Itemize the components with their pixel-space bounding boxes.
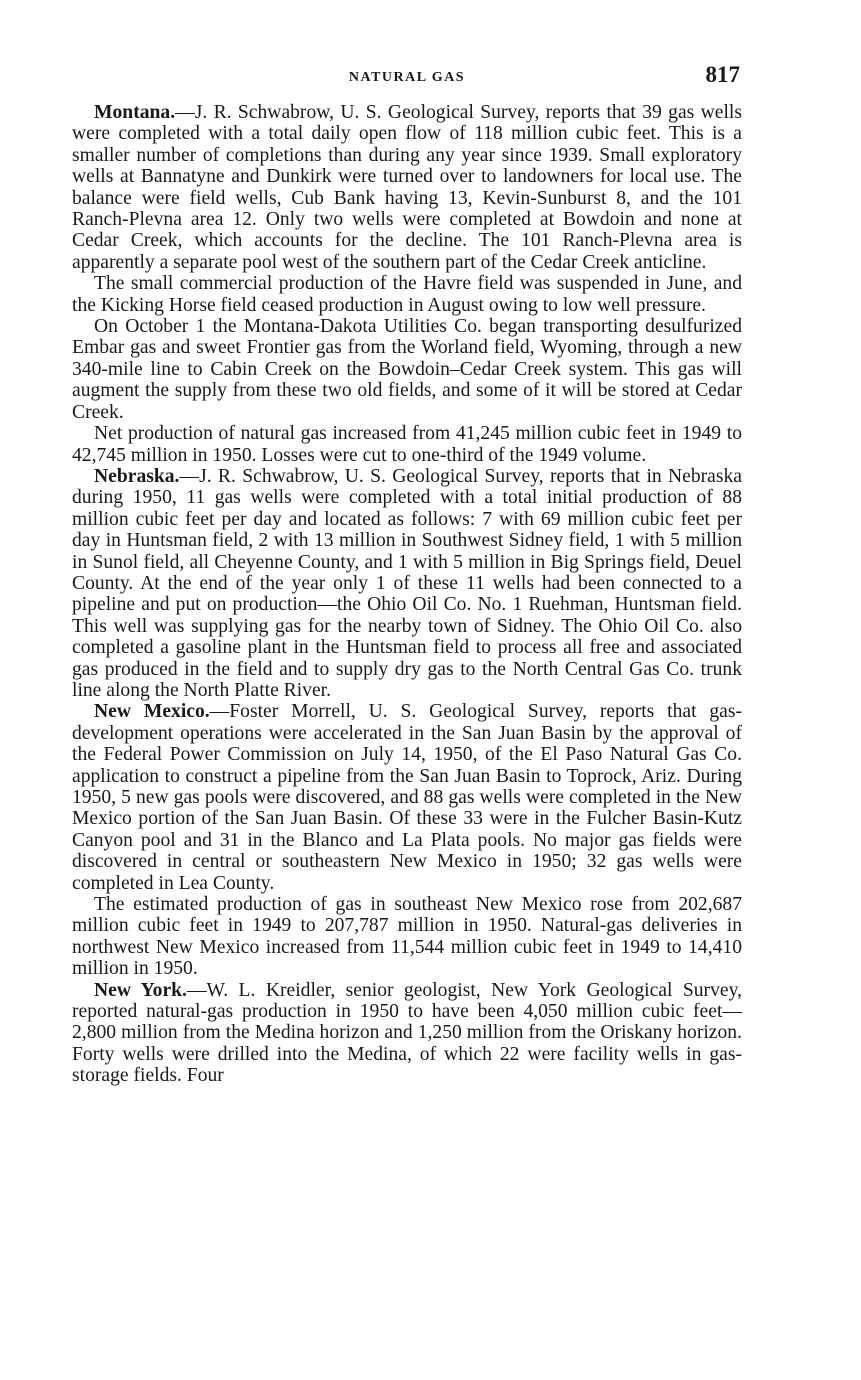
paragraph-montana: [72, 102, 742, 273]
paragraph-text: —Foster Morrell, U. S. Geological Survey, reports that gas-development operations were accelerated in the San Juan Basin by the approval of the Federal Power Commission on July 14, 1950, of the El Paso Natural Gas Co. application to construct a pipeline from the San Juan Basin to Toprock, Ariz. During 1950, 5 new gas pools were discovered, and 88 gas wells were completed in the New Mexico portion of the San Juan Basin. Of these 33 were in the Fulcher Basin-Kutz Canyon pool and 31 in the Blanco and La Plata pools. No major gas fields were discovered in central or southeastern New Mexico in 1950; 32 gas wells were completed in Lea County.: [72, 701, 742, 894]
paragraph-havre: [72, 273, 742, 316]
state-heading-new-york: New York.: [94, 979, 187, 1001]
state-heading-nebraska: Nebraska.: [94, 465, 180, 487]
running-title: NATURAL GAS: [348, 70, 466, 85]
page-number: 817: [705, 62, 740, 87]
paragraph-net-production: [72, 423, 742, 466]
paragraph-text: The estimated production of gas in southeast New Mexico rose from 202,687 million cubic feet in 1949 to 207,787 million in 1950. Natural-gas deliveries in northwest New Mexico increased from 11,544 million cubic feet in 1949 to 14,410 million in 1950.: [72, 894, 742, 980]
state-heading-montana: Montana.: [94, 102, 176, 123]
document-page: [72, 62, 742, 1087]
paragraph-text: Net production of natural gas increased from 41,245 million cubic feet in 1949 to 42,745 million in 1950. Losses were cut to one-third of the 1949 volume.: [72, 423, 742, 466]
paragraph-montana-dakota: [72, 316, 742, 423]
state-heading-new-mexico: New Mexico.: [94, 701, 210, 723]
paragraph-text: On October 1 the Montana-Dakota Utilities Co. began transporting desulfurized Embar gas and sweet Frontier gas from the Worland field, Wyoming, through a new 340-mile line to Cabin Creek on the Bowdoin–Cedar Creek system. This gas will augment the supply from these two old fields, and some of it will be stored at Cedar Creek.: [72, 316, 742, 423]
paragraph-text: —J. R. Schwabrow, U. S. Geological Survey, reports that 39 gas wells were completed with a total daily open flow of 118 million cubic feet. This is a smaller number of completions than during any year since 1939. Small exploratory wells at Bannatyne and Dunkirk were turned over to landowners for local use. The balance were field wells, Cub Bank having 13, Kevin-Sunburst 8, and the 101 Ranch-Plevna area 12. Only two wells were completed at Bowdoin and none at Cedar Creek, which accounts for the decline. The 101 Ranch-Plevna area is apparently a separate pool west of the southern part of the Cedar Creek anticline.: [72, 102, 742, 273]
paragraph-text: The small commercial production of the Havre field was suspended in June, and the Kicking Horse field ceased production in August owing to low well pressure.: [72, 273, 742, 316]
paragraph-new-york: [72, 980, 742, 1087]
paragraph-text: —W. L. Kreidler, senior geologist, New York Geological Survey, reported natural-gas production in 1950 to have been 4,050 million cubic feet—2,800 million from the Medina horizon and 1,250 million from the Oriskany horizon. Forty wells were drilled into the Medina, of which 22 were facility wells in gas-storage fields. Four: [72, 979, 742, 1087]
running-head: [72, 62, 742, 102]
paragraph-text: —J. R. Schwabrow, U. S. Geological Survey, reports that in Nebraska during 1950, 11 gas wells were completed with a total initial production of 88 million cubic feet per day and located as follows: 7 with 69 million cubic feet per day in Huntsman field, 2 with 13 million in Southwest Sidney field, 1 with 5 million in Sunol field, all Cheyenne County, and 1 with 5 million in Big Springs field, Deuel County. At the end of the year only 1 of these 11 wells had been connected to a pipeline and put on production—the Ohio Oil Co. No. 1 Ruehman, Huntsman field. This well was supplying gas for the nearby town of Sidney. The Ohio Oil Co. also completed a gasoline plant in the Huntsman field to process all free and associated gas produced in the field and to supply dry gas to the North Central Gas Co. trunk line along the North Platte River.: [72, 465, 742, 701]
paragraph-nebraska: [72, 466, 742, 701]
body-text: [72, 102, 742, 1087]
paragraph-southeast-new-mexico: [72, 894, 742, 980]
paragraph-new-mexico: [72, 701, 742, 894]
